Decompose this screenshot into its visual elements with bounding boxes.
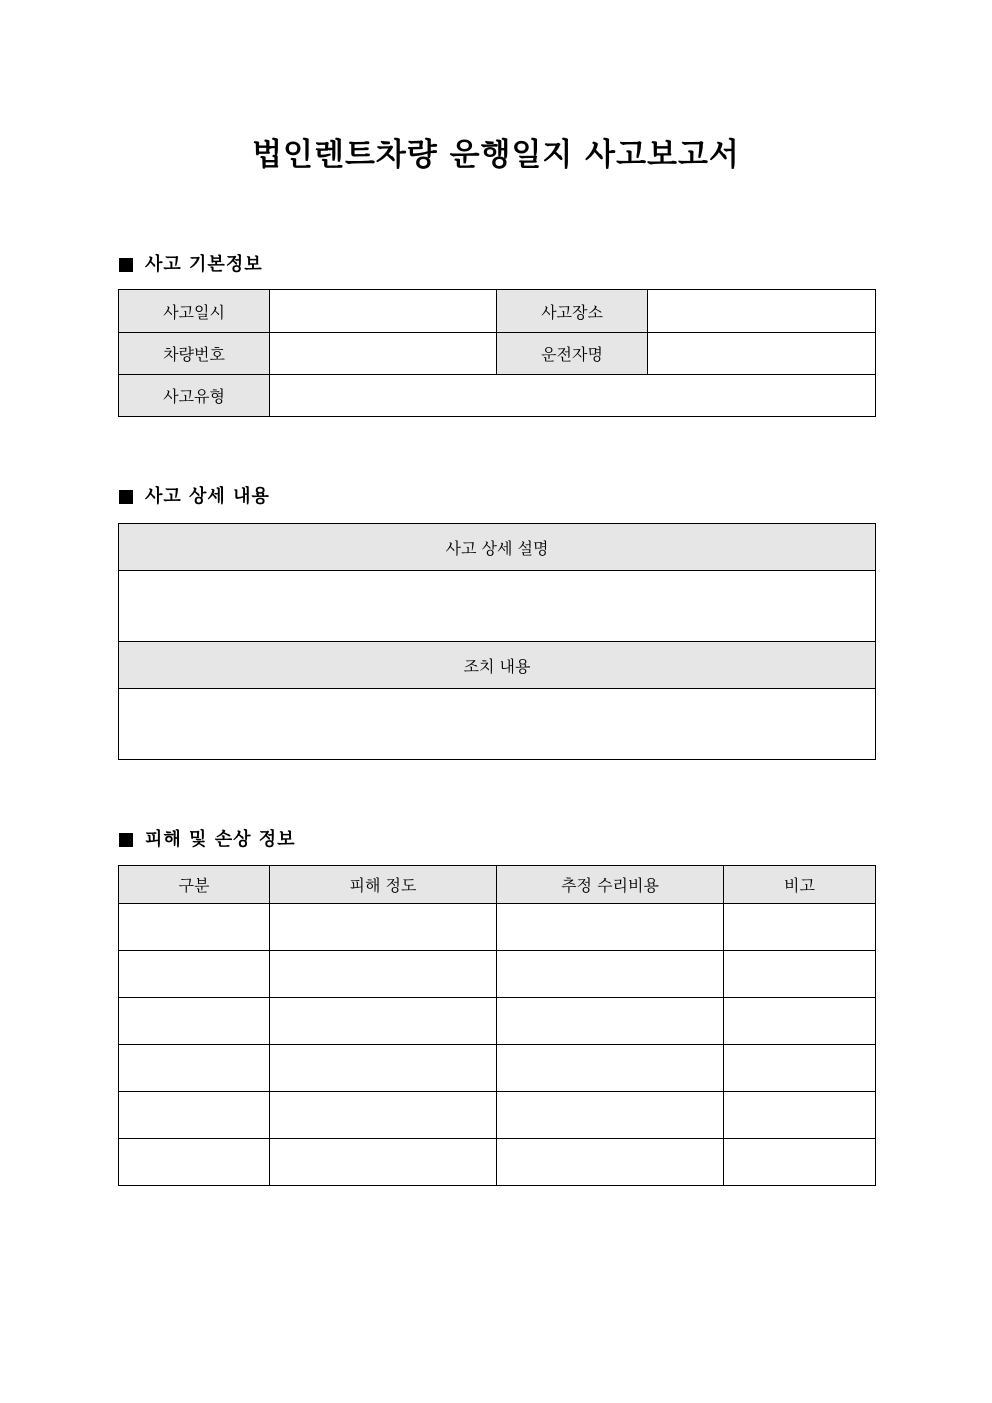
- damage-level-cell[interactable]: [270, 1092, 497, 1139]
- category-cell[interactable]: [119, 904, 270, 951]
- remarks-cell[interactable]: [724, 1139, 876, 1186]
- table-row: [119, 1092, 876, 1139]
- section-heading-label: 사고 기본정보: [145, 254, 263, 275]
- accident-description-field[interactable]: [119, 571, 876, 642]
- column-header-estimated-repair-cost: 추정 수리비용: [497, 866, 724, 904]
- table-row: [119, 689, 876, 760]
- estimated-repair-cost-cell[interactable]: [497, 1092, 724, 1139]
- accident-type-field[interactable]: [270, 375, 876, 417]
- vehicle-number-label: 차량번호: [119, 333, 270, 375]
- category-cell[interactable]: [119, 998, 270, 1045]
- remarks-cell[interactable]: [724, 1092, 876, 1139]
- document-title: 법인렌트차량 운행일지 사고보고서: [252, 137, 740, 173]
- accident-detail-table: [118, 523, 876, 760]
- column-header-remarks: 비고: [724, 866, 876, 904]
- estimated-repair-cost-cell[interactable]: [497, 1045, 724, 1092]
- table-row: [119, 951, 876, 998]
- damage-info-table: [118, 865, 876, 1186]
- estimated-repair-cost-cell[interactable]: [497, 1139, 724, 1186]
- damage-level-cell[interactable]: [270, 998, 497, 1045]
- accident-datetime-label: 사고일시: [119, 290, 270, 333]
- remarks-cell[interactable]: [724, 951, 876, 998]
- table-row: [119, 290, 876, 333]
- section-heading-label: 사고 상세 내용: [145, 486, 270, 507]
- black-square-icon: [119, 258, 133, 272]
- basic-info-table: [118, 289, 876, 417]
- driver-name-field[interactable]: [648, 333, 876, 375]
- column-header-damage-level: 피해 정도: [270, 866, 497, 904]
- column-header-category: 구분: [119, 866, 270, 904]
- table-row: [119, 524, 876, 571]
- action-taken-label: 조치 내용: [119, 642, 876, 689]
- damage-level-cell[interactable]: [270, 1139, 497, 1186]
- table-row: [119, 333, 876, 375]
- category-cell[interactable]: [119, 1092, 270, 1139]
- damage-level-cell[interactable]: [270, 1045, 497, 1092]
- table-row: [119, 571, 876, 642]
- black-square-icon: [119, 490, 133, 504]
- accident-description-label: 사고 상세 설명: [119, 524, 876, 571]
- damage-level-cell[interactable]: [270, 904, 497, 951]
- table-row: [119, 1139, 876, 1186]
- section-heading-basic-info: [119, 253, 263, 277]
- accident-location-label: 사고장소: [497, 290, 648, 333]
- remarks-cell[interactable]: [724, 904, 876, 951]
- accident-type-label: 사고유형: [119, 375, 270, 417]
- estimated-repair-cost-cell[interactable]: [497, 998, 724, 1045]
- remarks-cell[interactable]: [724, 998, 876, 1045]
- black-square-icon: [119, 833, 133, 847]
- table-header-row: [119, 866, 876, 904]
- accident-location-field[interactable]: [648, 290, 876, 333]
- action-taken-field[interactable]: [119, 689, 876, 760]
- section-heading-accident-detail: [119, 485, 270, 509]
- damage-level-cell[interactable]: [270, 951, 497, 998]
- category-cell[interactable]: [119, 1045, 270, 1092]
- estimated-repair-cost-cell[interactable]: [497, 951, 724, 998]
- section-heading-label: 피해 및 손상 정보: [145, 829, 296, 850]
- accident-datetime-field[interactable]: [270, 290, 497, 333]
- section-heading-damage-info: [119, 828, 296, 852]
- category-cell[interactable]: [119, 951, 270, 998]
- estimated-repair-cost-cell[interactable]: [497, 904, 724, 951]
- table-row: [119, 642, 876, 689]
- driver-name-label: 운전자명: [497, 333, 648, 375]
- table-row: [119, 904, 876, 951]
- remarks-cell[interactable]: [724, 1045, 876, 1092]
- table-row: [119, 375, 876, 417]
- vehicle-number-field[interactable]: [270, 333, 497, 375]
- table-row: [119, 998, 876, 1045]
- table-row: [119, 1045, 876, 1092]
- category-cell[interactable]: [119, 1139, 270, 1186]
